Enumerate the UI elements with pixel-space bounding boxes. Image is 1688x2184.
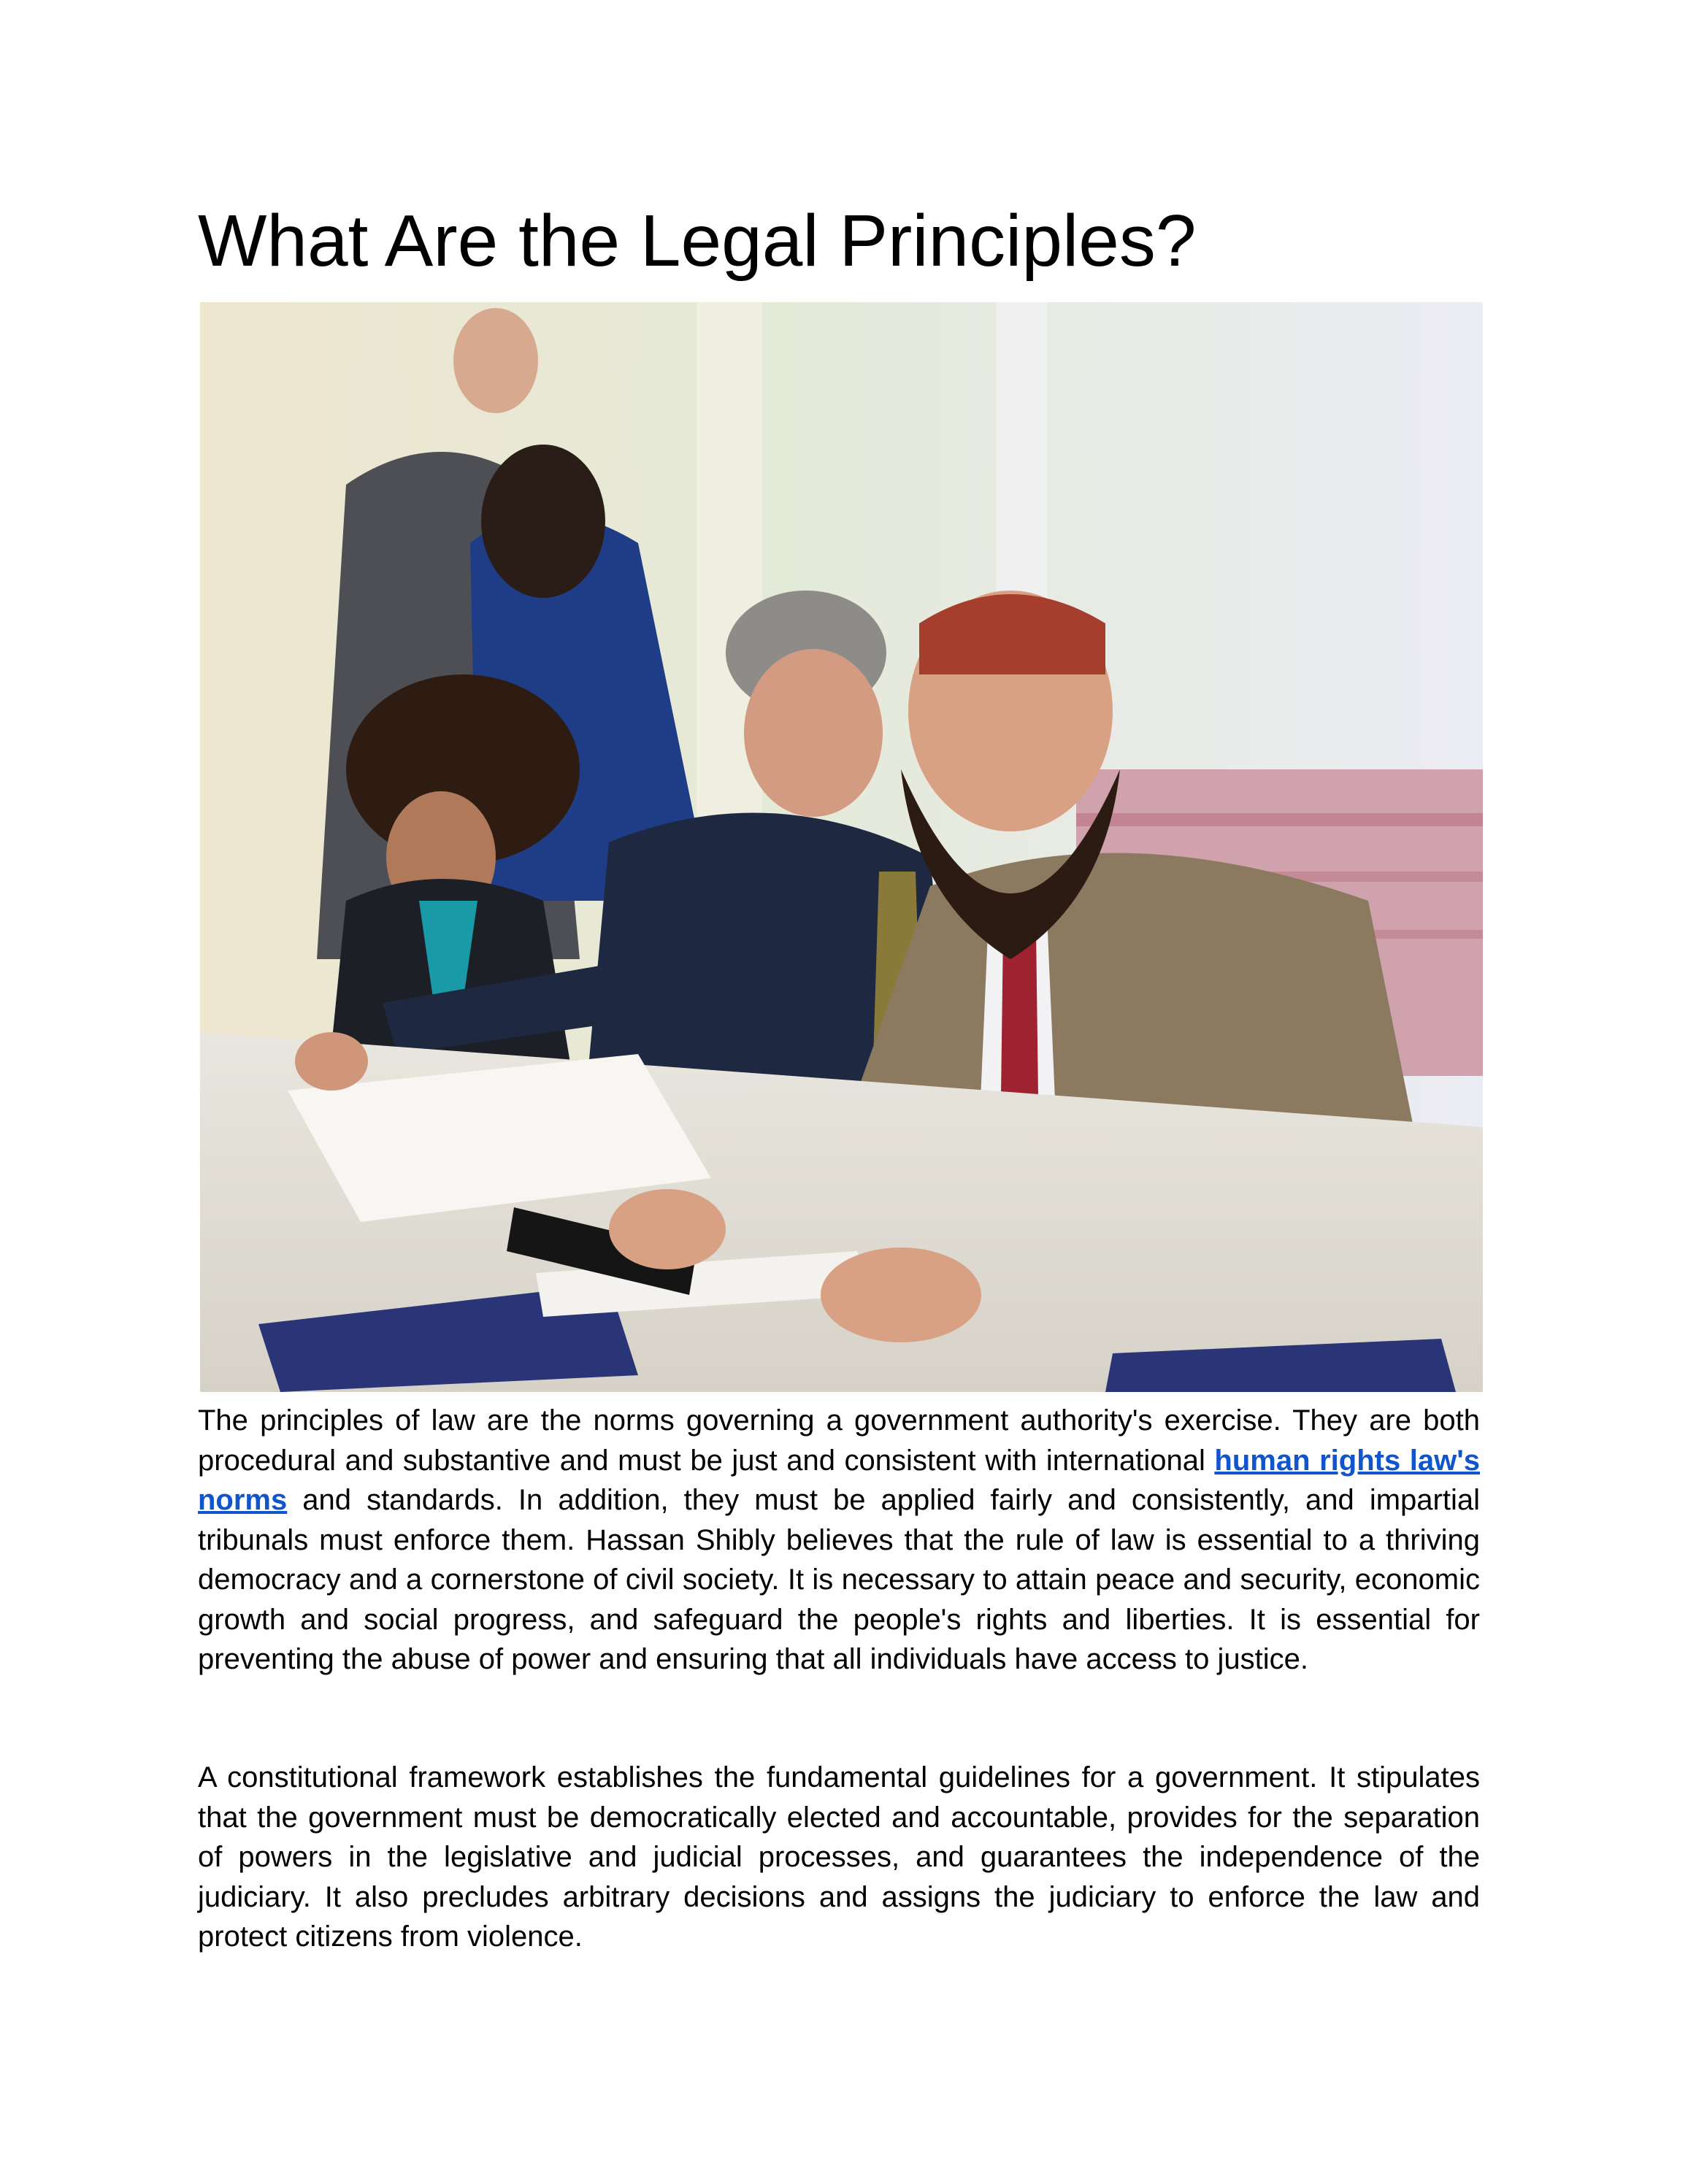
page-title: What Are the Legal Principles? [198, 200, 1197, 282]
woman-blue-hair [481, 445, 605, 598]
human-rights-link[interactable]: human rights law's norms [198, 1444, 1481, 1516]
hand [609, 1189, 726, 1269]
paragraph-text: The principles of law are the norms governing a government authority's exercise. They are both procedural and substantive and must be just and consistent with international [198, 1404, 1480, 1477]
paragraph-text: and standards. In addition, they must be applied fairly and consistently, and impartial tribunals must enforce them. Hassan Shibly believes that the rule of law is essential to a thriving democracy and a cornerstone of civil society. It is necessary to attain peace and security, economic growth and social progress, and safeguard the people's rights and liberties. It is essential for preventing the abuse of power and ensuring that all individuals have access to justice. [198, 1484, 1480, 1675]
photo-illustration [200, 302, 1483, 1392]
standing-man-head [453, 308, 538, 413]
article-photo [200, 302, 1483, 1392]
carpet-stripe [1076, 813, 1483, 826]
hand [821, 1247, 981, 1342]
gray-man-face [744, 649, 883, 817]
paragraph-constitutional-framework: A constitutional framework establishes the fundamental guidelines for a government. It stipulates that the government must be democratically elected and accountable, provides for the separation of powers in the legislative and judicial processes, and guarantees the independence of the judiciary. It also precludes arbitrary decisions and assigns the judiciary to enforce the law and protect citizens from violence. [198, 1761, 1480, 1953]
paragraph-rule-of-law [198, 1401, 1480, 1680]
hand [295, 1032, 368, 1091]
